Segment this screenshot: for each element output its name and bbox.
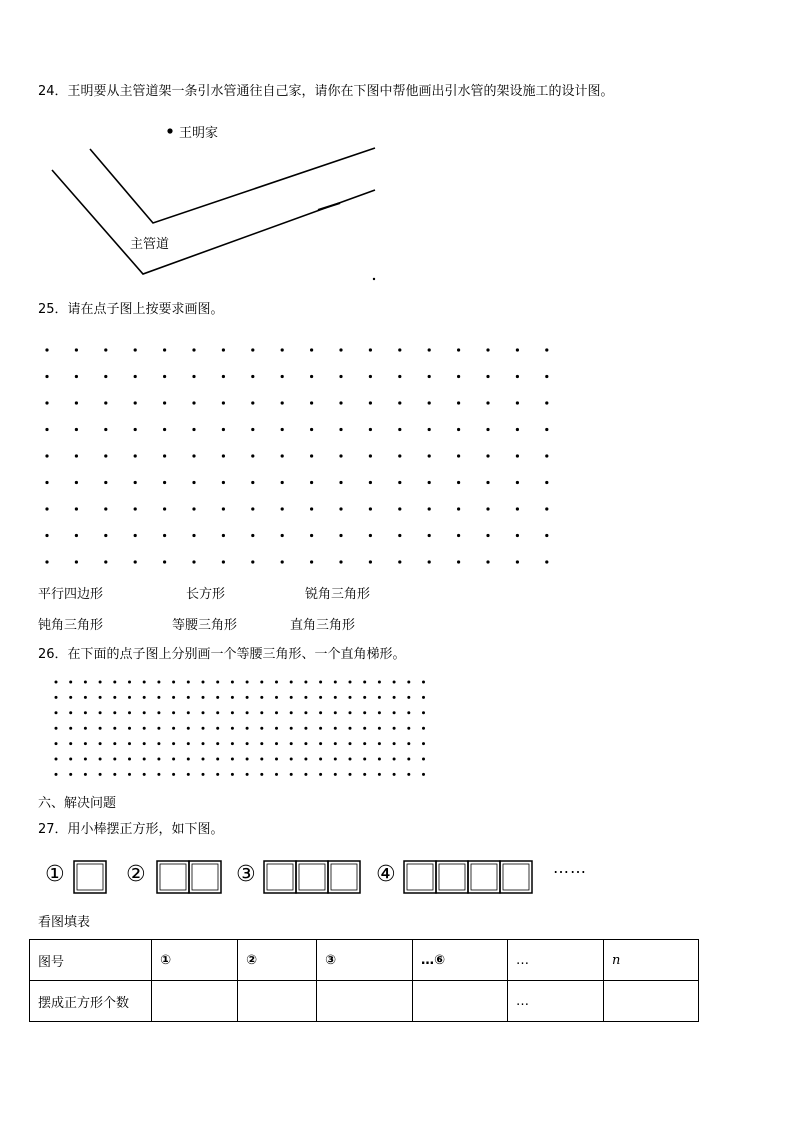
figure-number-2: ②: [126, 862, 146, 887]
cell-count-1[interactable]: [152, 981, 238, 1022]
question-24-text: 24．王明要从主管道架一条引水管通往自己家，请你在下图中帮他画出引水管的架设施工的设计图。: [38, 84, 614, 99]
question-25-text: 25．请在点子图上按要求画图。: [38, 302, 224, 317]
question-27-text: 27．用小棒摆正方形，如下图。: [38, 822, 224, 837]
question-26-text: 26．在下面的点子图上分别画一个等腰三角形、一个直角梯形。: [38, 647, 406, 662]
table-row-figure-number: [30, 940, 699, 981]
label-acute-triangle: 锐角三角形: [305, 587, 371, 602]
stick-square-inner: [331, 864, 357, 890]
house-label: 王明家: [179, 126, 219, 141]
label-obtuse-triangle: 钝角三角形: [38, 618, 104, 633]
stick-square-inner: [160, 864, 186, 890]
stick-square: [500, 861, 532, 893]
label-rectangle: 长方形: [186, 587, 226, 602]
cell-fig-3: ③: [317, 940, 413, 981]
label-right-triangle: 直角三角形: [290, 618, 356, 633]
stick-square: [436, 861, 468, 893]
stick-square: [404, 861, 436, 893]
stick-square-inner: [471, 864, 497, 890]
figure-number-1: ①: [45, 862, 65, 887]
stick-square-inner: [77, 864, 103, 890]
cell-fig-n: n: [604, 940, 699, 981]
stick-square-inner: [439, 864, 465, 890]
stick-square: [189, 861, 221, 893]
cell-count-n[interactable]: [604, 981, 699, 1022]
pipe-label: 主管道: [130, 237, 170, 252]
figure-number-3: ③: [236, 862, 256, 887]
cell-count-ellipsis: …: [508, 981, 604, 1022]
label-parallelogram: 平行四边形: [38, 587, 104, 602]
stick-square-inner: [503, 864, 529, 890]
fill-in-table: [29, 939, 699, 1022]
cell-header-count: 摆成正方形个数: [30, 981, 152, 1022]
stick-square-inner: [267, 864, 293, 890]
stick-square: [468, 861, 500, 893]
label-isosceles-triangle: 等腰三角形: [172, 618, 238, 633]
cell-fig-1: ①: [152, 940, 238, 981]
cell-fig-ellipsis: …: [508, 940, 604, 981]
stick-square: [157, 861, 189, 893]
sequence-ellipsis: ……: [553, 858, 587, 877]
stick-square: [264, 861, 296, 893]
stick-square-inner: [192, 864, 218, 890]
table-row-square-count: [30, 981, 699, 1022]
stick-square: [74, 861, 106, 893]
stick-square: [328, 861, 360, 893]
figure-number-4: ④: [376, 862, 396, 887]
cell-count-6[interactable]: [413, 981, 508, 1022]
section-6-title: 六、解决问题: [38, 796, 117, 811]
stick-square-inner: [407, 864, 433, 890]
table-title: 看图填表: [38, 915, 91, 930]
stick-square: [296, 861, 328, 893]
cell-header-figure: 图号: [30, 940, 152, 981]
cell-fig-6: …⑥: [413, 940, 508, 981]
stick-square-inner: [299, 864, 325, 890]
cell-count-3[interactable]: [317, 981, 413, 1022]
cell-count-2[interactable]: [238, 981, 317, 1022]
cell-fig-2: ②: [238, 940, 317, 981]
